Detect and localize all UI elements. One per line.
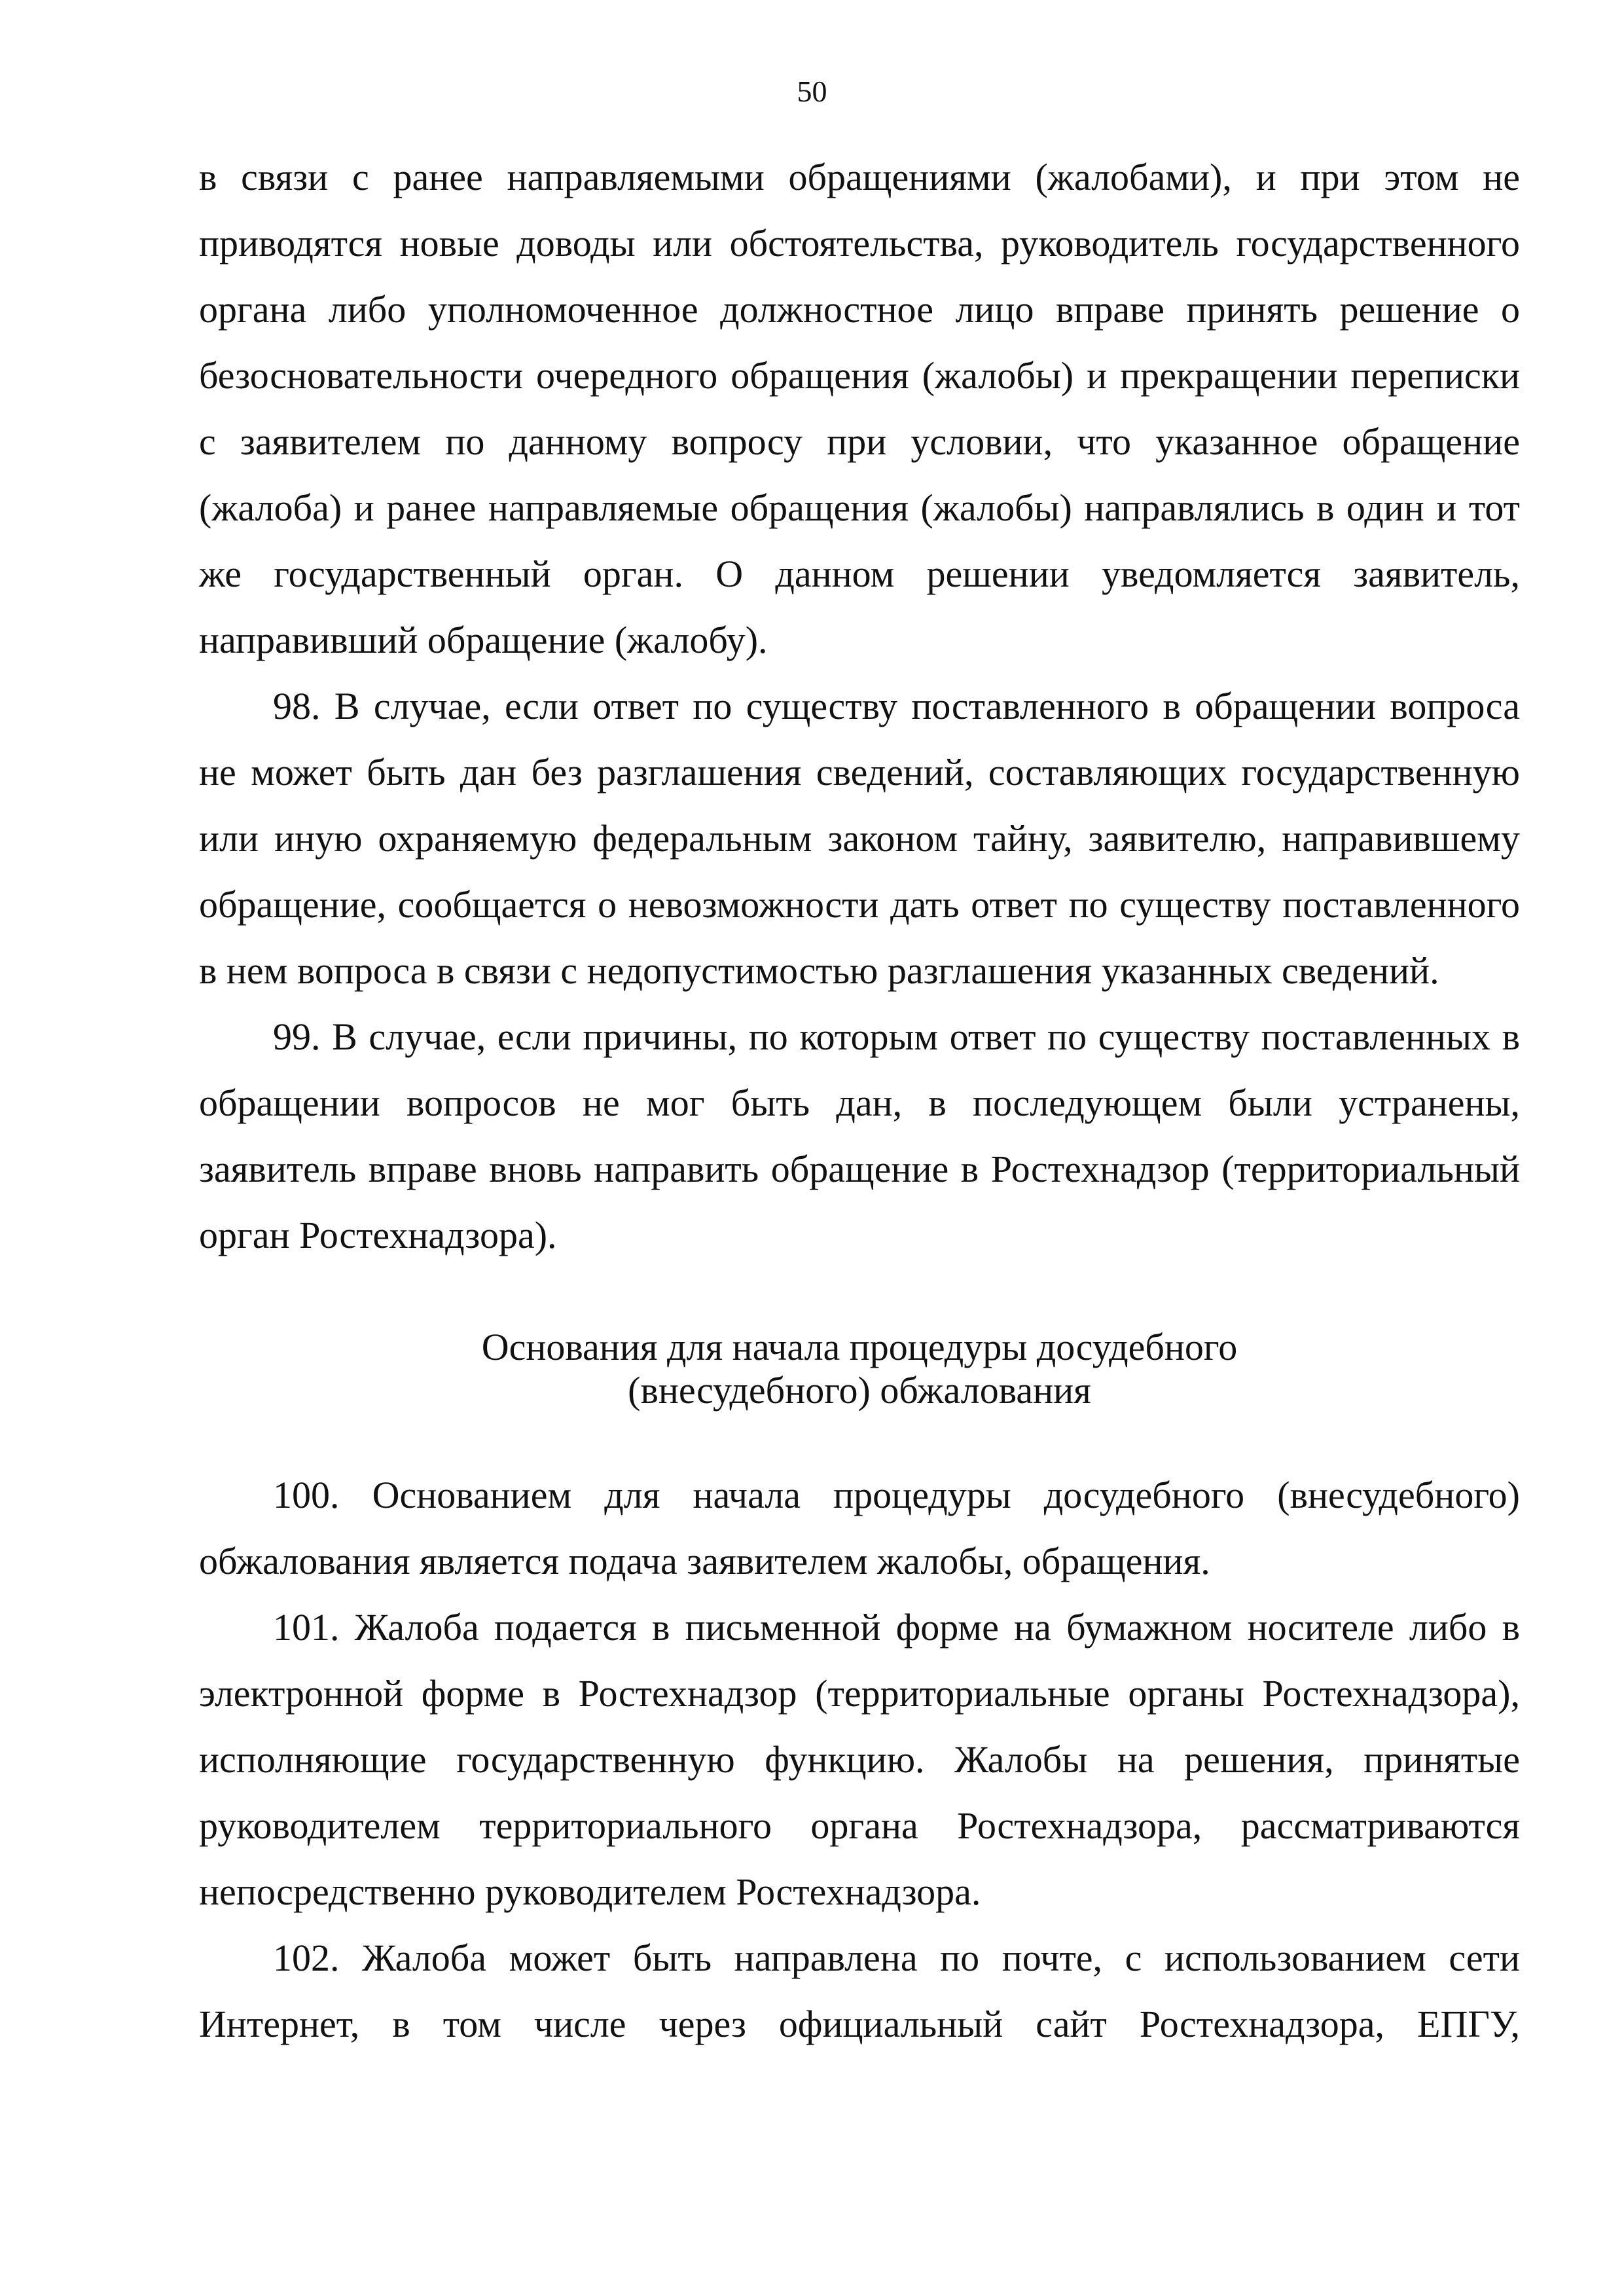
document-body bbox=[199, 144, 1520, 2057]
section-heading-line-1: Основания для начала процедуры досудебного bbox=[481, 1326, 1238, 1368]
page-number: 50 bbox=[797, 75, 827, 108]
paragraph-102: 102. Жалоба может быть направлена по почте, с использованием сети Интернет, в том числе через официальный сайт Ростехнадзора, ЕПГУ, bbox=[199, 1937, 1520, 2045]
section-heading bbox=[199, 1326, 1520, 1412]
section-heading-line-2: (внесудебного) обжалования bbox=[628, 1369, 1091, 1412]
paragraph-100: 100. Основанием для начала процедуры досудебного (внесудебного) обжалования является подача заявителем жалобы, обращения. bbox=[199, 1474, 1520, 1582]
paragraph-99: 99. В случае, если причины, по которым ответ по существу поставленных в обращении вопросов не мог быть дан, в последующем были устранены, заявитель вправе вновь направить обращение в Ростехнадзор (территориальный орган Ростехнадзора). bbox=[199, 1015, 1520, 1256]
paragraph-98: 98. В случае, если ответ по существу поставленного в обращении вопроса не может быть дан без разглашения сведений, составляющих государственную или иную охраняемую федеральным законом тайну, заявителю, направившему обращение, сообщается о невозможности дать ответ по существу поставленного в нем вопроса в связи с недопустимостью разглашения указанных сведений. bbox=[199, 685, 1520, 992]
paragraph-101: 101. Жалоба подается в письменной форме на бумажном носителе либо в электронной форме в Ростехнадзор (территориальные органы Ростехнадзора), исполняющие государственную функцию. Жалобы на решения, принятые руководителем территориального органа Ростехнадзора, рассматриваются непосредственно руководителем Ростехнадзора. bbox=[199, 1606, 1520, 1913]
paragraph-continued: в связи с ранее направляемыми обращениями (жалобами), и при этом не приводятся новые доводы или обстоятельства, руководитель государственного органа либо уполномоченное должностное лицо вправе принять решение о безосновательности очередного обращения (жалобы) и прекращении переписки с заявителем по данному вопросу при условии, что указанное обращение (жалоба) и ранее направляемые обращения (жалобы) направлялись в один и тот же государственный орган. О данном решении уведомляется заявитель, направивший обращение (жалобу). bbox=[199, 156, 1520, 661]
